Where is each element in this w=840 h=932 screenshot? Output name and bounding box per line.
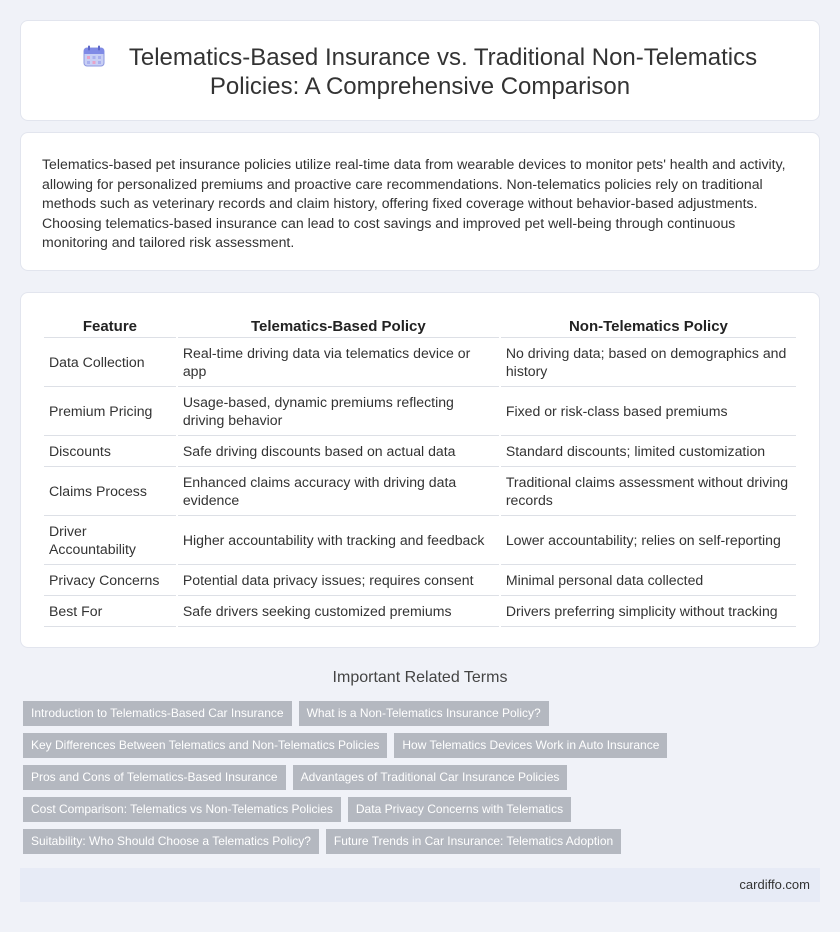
table-row	[44, 338, 796, 387]
tag-row	[23, 765, 574, 791]
header-telematics: Telematics-Based Policy	[178, 316, 499, 338]
table-cell: Minimal personal data collected	[501, 565, 796, 596]
header-card	[20, 20, 820, 121]
table-cell: Premium Pricing	[44, 387, 176, 436]
table-cell: Lower accountability; relies on self-reporting	[501, 516, 796, 565]
comparison-table-card	[20, 292, 820, 648]
table-cell: Usage-based, dynamic premiums reflecting driving behavior	[178, 387, 499, 436]
footer	[20, 868, 820, 902]
tag-row	[23, 701, 556, 727]
table-cell: Real-time driving data via telematics device or app	[178, 338, 499, 387]
tag-row	[23, 797, 578, 823]
header-feature: Feature	[44, 316, 176, 338]
footer-site-link[interactable]: cardiffo.com	[739, 877, 810, 892]
table-cell: Driver Accountability	[44, 516, 176, 565]
table-cell: Drivers preferring simplicity without tracking	[501, 596, 796, 627]
table-cell: No driving data; based on demographics and history	[501, 338, 796, 387]
intro-paragraph: Telematics-based pet insurance policies utilize real-time data from wearable devices to monitor pets' health and activity, allowing for personalized premiums and proactive care recommendations. Non-telematics policies rely on traditional methods such as veterinary records and claim history, offering fixed coverage without behavior-based adjustments. Choosing telematics-based insurance can lead to cost savings and improved pet well-being through continuous monitoring and tailored risk assessment.	[42, 156, 786, 251]
related-term-tag[interactable]: Key Differences Between Telematics and Non-Telematics Policies	[23, 733, 387, 758]
related-term-tag[interactable]: Pros and Cons of Telematics-Based Insurance	[23, 765, 286, 790]
related-term-tag[interactable]: Advantages of Traditional Car Insurance Policies	[293, 765, 568, 790]
table-cell: Best For	[44, 596, 176, 627]
title-line-1: Telematics-Based Insurance vs. Traditional Non-Telematics	[128, 44, 758, 71]
related-term-tag[interactable]: Introduction to Telematics-Based Car Insurance	[23, 701, 292, 726]
table-row	[44, 565, 796, 596]
tag-row	[23, 733, 674, 759]
table-cell: Discounts	[44, 436, 176, 467]
table-row	[44, 436, 796, 467]
table-row	[44, 596, 796, 627]
table-row	[44, 516, 796, 565]
table-header-row	[44, 316, 796, 338]
header-non-telematics: Non-Telematics Policy	[501, 316, 796, 338]
table-cell: Potential data privacy issues; requires consent	[178, 565, 499, 596]
title-line-2: Policies: A Comprehensive Comparison	[209, 73, 631, 100]
related-term-tag[interactable]: Future Trends in Car Insurance: Telematics Adoption	[326, 829, 621, 854]
related-term-tag[interactable]: What is a Non-Telematics Insurance Policy?	[299, 701, 549, 726]
calendar-icon	[83, 45, 105, 67]
table-row	[44, 467, 796, 516]
related-term-tag[interactable]: Cost Comparison: Telematics vs Non-Telematics Policies	[23, 797, 341, 822]
table-cell: Safe drivers seeking customized premiums	[178, 596, 499, 627]
related-term-tag[interactable]: Data Privacy Concerns with Telematics	[348, 797, 571, 822]
table-cell: Fixed or risk-class based premiums	[501, 387, 796, 436]
table-cell: Safe driving discounts based on actual data	[178, 436, 499, 467]
related-term-tag[interactable]: Suitability: Who Should Choose a Telematics Policy?	[23, 829, 319, 854]
page-title	[21, 43, 819, 101]
intro-card	[20, 132, 820, 271]
related-term-tag[interactable]: How Telematics Devices Work in Auto Insurance	[394, 733, 667, 758]
table-cell: Claims Process	[44, 467, 176, 516]
tag-row	[23, 829, 628, 855]
table-cell: Privacy Concerns	[44, 565, 176, 596]
table-cell: Standard discounts; limited customization	[501, 436, 796, 467]
table-cell: Enhanced claims accuracy with driving data evidence	[178, 467, 499, 516]
table-row	[44, 387, 796, 436]
related-terms-title: Important Related Terms	[332, 669, 508, 686]
table-cell: Higher accountability with tracking and feedback	[178, 516, 499, 565]
comparison-table	[42, 316, 798, 627]
table-cell: Data Collection	[44, 338, 176, 387]
table-cell: Traditional claims assessment without driving records	[501, 467, 796, 516]
